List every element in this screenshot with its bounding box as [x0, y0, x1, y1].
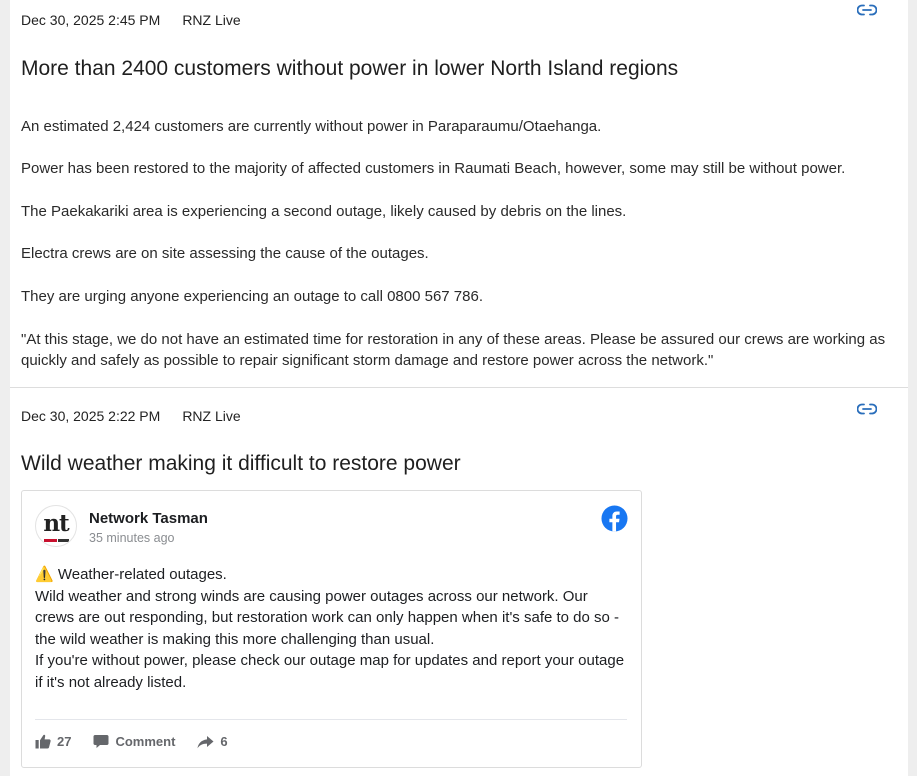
post-paragraph: Electra crews are on site assessing the cause of the outages. [21, 245, 429, 262]
logo-underline [58, 539, 69, 542]
post-meta [21, 12, 241, 28]
comment-label: Comment [115, 734, 176, 749]
post-paragraph: They are urging anyone experiencing an outage to call 0800 567 786. [21, 288, 484, 305]
logo-text: nt [43, 510, 69, 537]
post-paragraph: The Paekakariki area is experiencing a second outage, likely caused by debris on the lines. [21, 203, 627, 220]
post-timestamp: Dec 30, 2025 2:22 PM [21, 408, 161, 424]
live-post [10, 0, 908, 387]
share-icon [197, 735, 214, 749]
post-headline: Wild weather making it difficult to restore power [21, 452, 461, 475]
fb-post-line: ⚠️ Weather-related outages. [35, 566, 227, 583]
share-count: 6 [220, 734, 228, 749]
share-action[interactable] [197, 734, 227, 749]
facebook-icon[interactable] [601, 505, 628, 532]
post-source: RNZ Live [182, 12, 241, 28]
comment-action[interactable] [93, 734, 175, 749]
fb-post-line: Wild weather and strong winds are causing power outages across our network. Our crews are out responding, but restoration work can only happen when it's safe to do so - the wild weather is making this more challenging than usual. [35, 587, 620, 648]
link-icon[interactable] [857, 4, 877, 16]
facebook-embed[interactable] [21, 490, 642, 768]
scrollbar-track[interactable] [908, 0, 917, 776]
post-paragraph: Power has been restored to the majority of affected customers in Raumati Beach, however, some may still be without power. [21, 160, 846, 177]
fb-post-time[interactable]: 35 minutes ago [89, 531, 175, 545]
fb-page-name[interactable]: Network Tasman [89, 510, 208, 527]
fb-post-line: If you're without power, please check our outage map for updates and report your outage if it's not already listed. [35, 652, 625, 691]
post-timestamp: Dec 30, 2025 2:45 PM [21, 12, 161, 28]
network-tasman-logo[interactable] [35, 505, 77, 547]
like-action[interactable] [35, 734, 71, 749]
thumbs-up-icon [35, 734, 51, 749]
post-paragraph: An estimated 2,424 customers are currently without power in Paraparaumu/Otaehanga. [21, 118, 602, 135]
link-icon[interactable] [857, 403, 877, 415]
live-blog-feed [10, 0, 908, 776]
post-meta [21, 408, 241, 424]
post-quote: "At this stage, we do not have an estimated time for restoration in any of these areas. Please be assured our crews are working as quickly and safely as possible to repair significant storm damage and restore power across the network." [21, 331, 886, 369]
like-count: 27 [57, 734, 72, 749]
logo-underline [44, 539, 57, 542]
post-source: RNZ Live [182, 408, 241, 424]
fb-separator [35, 719, 627, 720]
fb-actions [35, 734, 250, 749]
comment-icon [93, 734, 109, 749]
post-headline: More than 2400 customers without power in lower North Island regions [21, 57, 679, 80]
fb-post-text [35, 564, 631, 693]
